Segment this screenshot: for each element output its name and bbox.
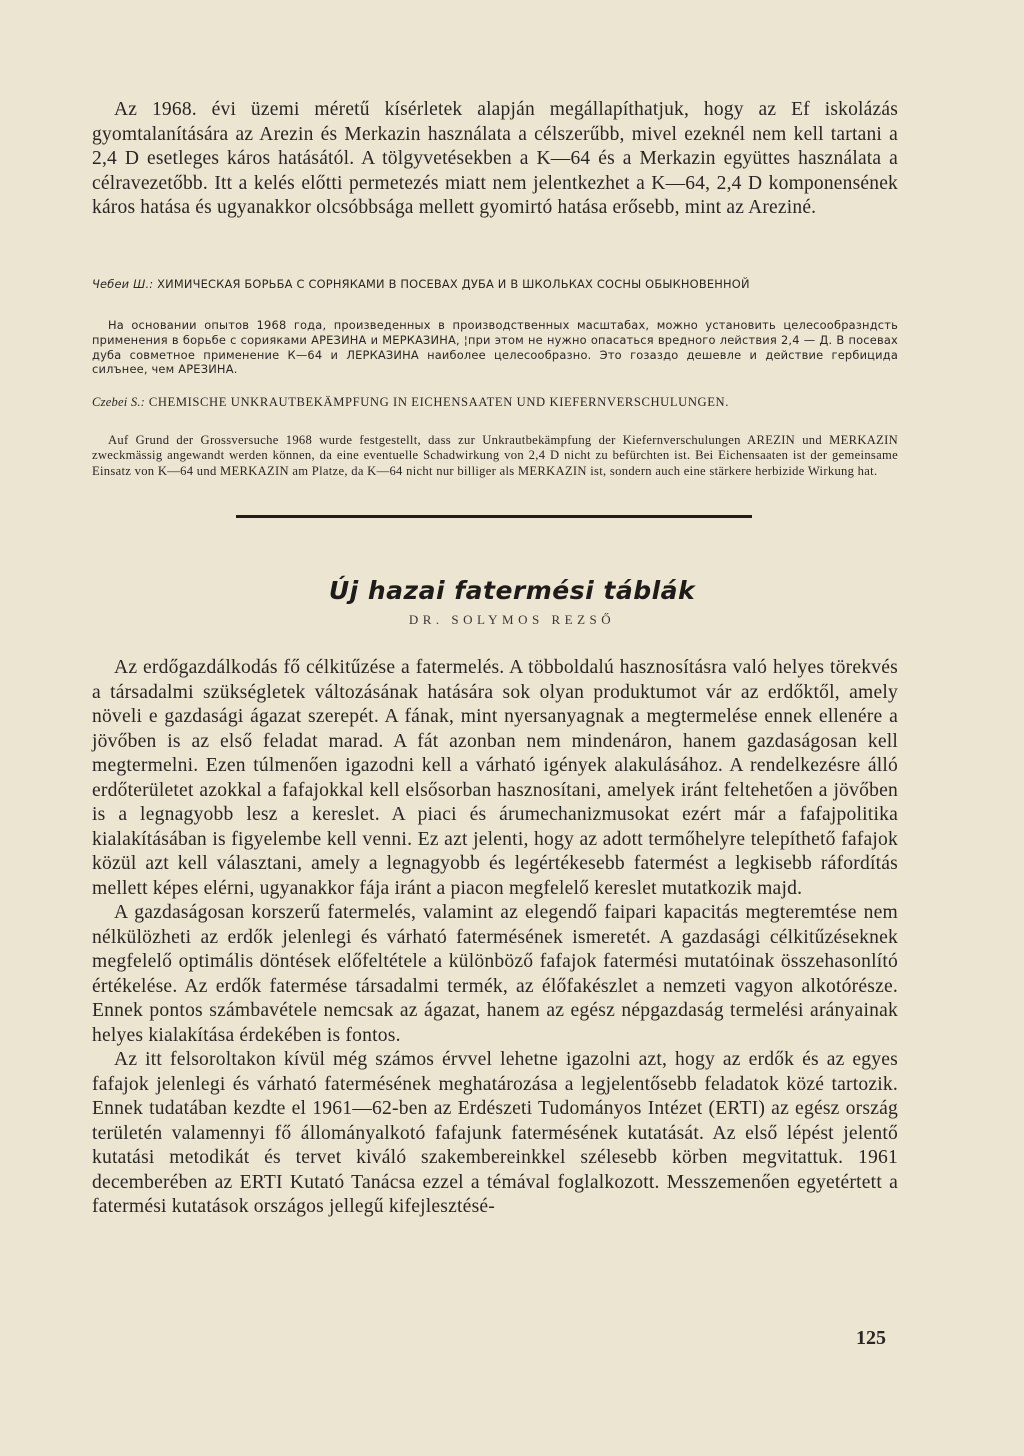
german-abstract-heading (92, 395, 898, 410)
german-abstract-body (92, 433, 898, 479)
russian-abstract-body (92, 318, 898, 377)
top-paragraph: Az 1968. évi üzemi méretű kísérletek alapján megállapíthatjuk, hogy az Ef iskolázás gyomtalanítására az Arezin és Merkazin használata a célszerűbb, mivel ezeknél nem kell tartani a 2,4 D esetleges káros hatásától. A tölgyvetésekben a K—64 és a Merkazin együttes használata a célravezetőbb. Itt a kelés előtti permetezés miatt nem jelentkezhet a K—64, 2,4 D komponensének káros hatása és ugyanakkor olcsóbbsága mellett gyomirtó hatása erősebb, mint az Areziné. (92, 99, 898, 219)
german-abstract-author: Czebei S.: (92, 395, 146, 409)
russian-abstract-author: Чебеи Ш.: (92, 277, 154, 291)
russian-abstract-heading (92, 277, 898, 292)
article-paragraph: A gazdaságosan korszerű fatermelés, valamint az elegendő faipari kapacitás megteremtése nem nélkülözheti az erdők jelenlegi és várható fatermésének ismeretét. A gazdasági célkitűzéseknek megfelelő optimális döntések előfeltétele a különböző fafajok fatermési mutatóinak összehasonlító értékelése. Az erdők fatermése társadalmi termék, az élőfakészlet a nemzeti vagyon alkotórésze. Ennek pontos számbavétele nemcsak az ágazat, hanem az egész népgazdaság termelési arányainak helyes kialakítása érdekében is fontos. (92, 902, 898, 1046)
russian-abstract-text: На основании опытов 1968 года, произведенных в производственных масштабах, можно установить целесообразндсть пpименения в борьбе с сорияками АРЕЗИНА и МЕРКАЗИНА, ¦при этом не нужно опасаться вредного лействия 2,4 — Д. В посевах дуба совметное применение К—64 и ЛЕРКАЗИНА наиболее целесообразно. Это гозаздо дешевле и действие гербицида силънее, чем АРЕЗИНА. (92, 318, 898, 377)
article-title: Új hazai fatermési táblák (328, 576, 696, 605)
article-author: DR. SOLYMOS REZSŐ (408, 612, 616, 627)
page-number: 125 (856, 1327, 886, 1349)
article-paragraph: Az itt felsoroltakon kívül még számos érvvel lehetne igazolni azt, hogy az erdők és az egyes fafajok jelenlegi és várható fatermésének meghatározása a legjelentősebb feladatok közé tartozik. Ennek tudatában kezdte el 1961—62-ben az Erdészeti Tudományos Intézet (ERTI) az egész ország területén valamennyi fő állományalkotó fafajunk fatermésének kutatását. Az első lépést jelentő kutatási metodikát és tervet kiváló szakembereinkkel szélesebb körben megvitattuk. 1961 decemberében az ERTI Kutató Tanácsa ezzel a témával foglalkozott. Messzemenően egyetértett a fatermési kutatások országos jellegű kifejlesztésé- (92, 1049, 898, 1217)
article-body (92, 656, 898, 1220)
german-abstract-text: Auf Grund der Grossversuche 1968 wurde festgestellt, dass zur Unkrautbekämpfung der Kiefernverschulungen AREZIN und MERKAZIN zweckmässig angewandt werden können, da eine eventuelle Schadwirkung von 2,4 D nicht zu befürchten ist. Bei Eichensaaten ist der gemeinsame Einsatz von K—64 und MERKAZIN am Platze, da K—64 nicht nur billiger als MERKAZIN ist, sondern auch eine stärkere herbizide Wirkung hat. (92, 433, 898, 478)
german-abstract-title: CHEMISCHE UNKRAUTBEKÄMPFUNG IN EICHENSAATEN UND KIEFERNVERSCHULUNGEN. (148, 395, 729, 409)
article-paragraph: Az erdőgazdálkodás fő célkitűzése a fatermelés. A többoldalú hasznosításra való helyes törekvés a társadalmi szükségletek változásának hatására sok olyan produktumot vár az erdőktől, amely növeli e gazdasági ágazat szerepét. A fának, mint nyersanyagnak a megtermelése ennek ellenére a jövőben is az első feladat marad. A fát azonban nem mindenáron, hanem gazdaságosan kell megtermelni. Ezen túlmenően igazodni kell a várható igények alakulásához. A rendelkezésre álló erdőterületet azokkal a fafajokkal kell elsősorban hasznosítani, amelyek iránt feltehetően a jövőben is a legnagyobb lesz a kereslet. A piaci és árumechanizmusokat ezért már a fafajpolitika kialakításában is figyelembe kell venni. Ez azt jelenti, hogy az adott termőhelyre telepíthető fafajok közül azt kell választani, amely a legnagyobb és legértékesebb fatermést a legkisebb ráfordítás mellett képes elérni, ugyanakkor fája iránt a piacon megfelelő kereslet mutatkozik majd. (92, 657, 898, 899)
section-divider (236, 515, 752, 518)
russian-abstract-title: ХИМИЧЕСКАЯ БОРЬБА С СОРНЯКАМИ В ПОСЕВАХ ДУБА И В ШКОЛЬКАХ СОСНЫ ОБЫКНОВЕННОЙ (157, 277, 750, 291)
top-paragraph-block (92, 98, 898, 221)
